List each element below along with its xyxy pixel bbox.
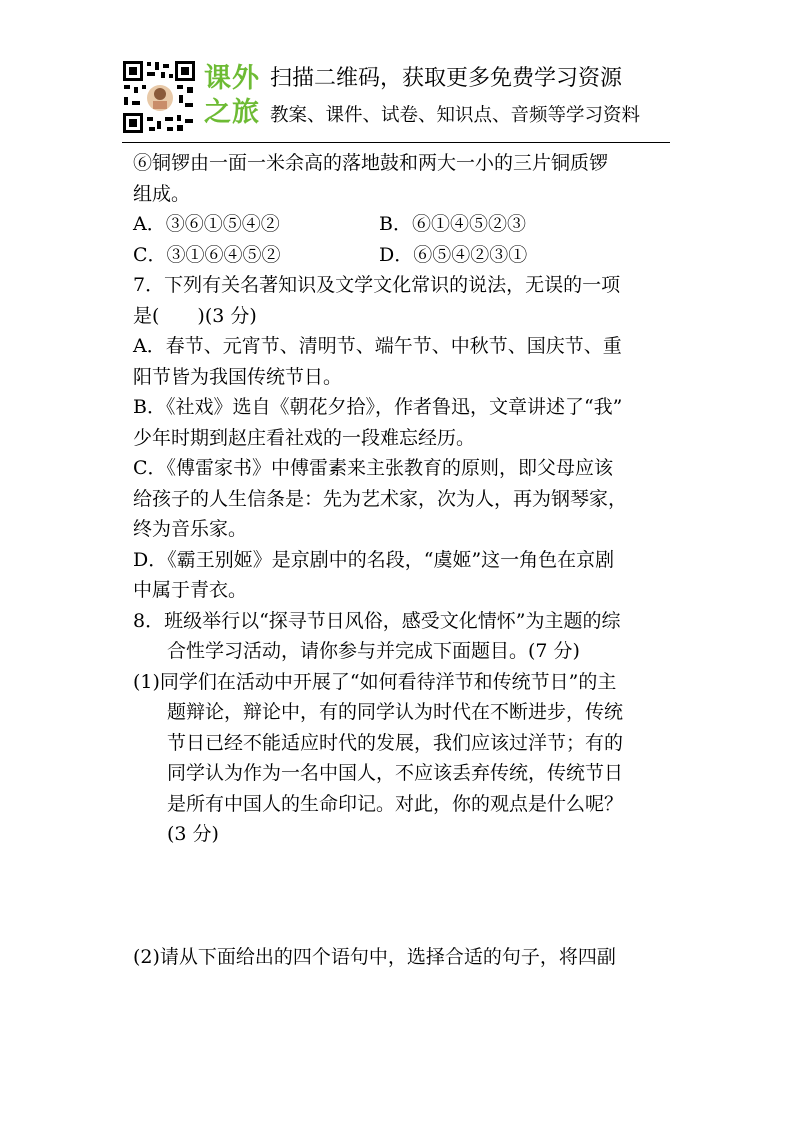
qr-code-icon[interactable] [122,60,196,134]
q8-part-1: 同学认为作为一名中国人，不应该丢弃传统，传统节日 [167,762,624,784]
q6-options-row-2 [133,240,673,271]
logo-line-1: 课外 [204,63,260,94]
q6-option-c: C．③①⑥④⑤② [133,243,281,266]
q6-option-b: B．⑥①④⑤②③ [379,213,526,235]
q7-option-b: 少年时期到赵庄看社戏的一段难忘经历。 [133,426,476,449]
q7-option-d: 中属于青衣。 [133,579,248,601]
q7-option-a: A．春节、元宵节、清明节、端午节、中秋节、国庆节、重 [133,335,622,357]
text-line: 组成。 [133,182,191,205]
header-divider [122,142,670,143]
q6-options-row-1 [133,209,673,240]
q8-part-1: 节日已经不能适应时代的发展，我们应该过洋节；有的 [167,731,624,754]
q8-part-1: (1)同学们在活动中开展了“如何看待洋节和传统节日”的主 [133,670,617,693]
q7-stem: 是( )(3 分) [133,304,257,327]
q7-option-a: 阳节皆为我国传统节日。 [133,365,343,388]
q8-part-1: 是所有中国人的生命印记。对此，你的观点是什么呢？ [167,792,624,815]
q6-option-a: A．③⑥①⑤④② [133,213,280,235]
banner-tagline: 扫描二维码，获取更多免费学习资源 [270,66,623,91]
banner-subline: 教案、课件、试卷、知识点、音频等学习资料 [270,105,641,126]
q7-option-b: B．《社戏》选自《朝花夕拾》，作者鲁迅，文章讲述了“我” [133,396,623,418]
q8-part-2: (2)请从下面给出的四个语句中，选择合适的句子，将四副 [133,945,616,968]
q7-option-c: 终为音乐家。 [133,518,248,540]
q7-stem: 7．下列有关名著知识及文学文化常识的说法，无误的一项 [133,274,621,296]
q7-option-c: 给孩子的人生信条是：先为艺术家，次为人，再为钢琴家， [133,487,628,510]
header-banner [122,60,678,138]
q7-option-d: D．《霸王别姬》是京剧中的名段，“虞姬”这一角色在京剧 [133,548,615,571]
brand-logo [204,62,260,130]
document-body [133,148,673,972]
text-line: ⑥铜锣由一面一米余高的落地鼓和两大一小的三片铜质锣 [133,152,609,174]
logo-line-2: 之旅 [204,97,260,128]
q8-part-1: 题辩论，辩论中，有的同学认为时代在不断进步，传统 [167,701,624,723]
q8-part-1: (3 分) [167,823,219,845]
q7-option-c: C．《傅雷家书》中傅雷素来主张教育的原则，即父母应该 [133,457,614,479]
answer-space [133,850,673,942]
q8-stem: 合性学习活动，请你参与并完成下面题目。(7 分) [167,640,580,662]
q8-stem: 8．班级举行以“探寻节日风俗，感受文化情怀”为主题的综 [133,609,621,632]
q6-option-d: D．⑥⑤④②③① [379,243,528,266]
